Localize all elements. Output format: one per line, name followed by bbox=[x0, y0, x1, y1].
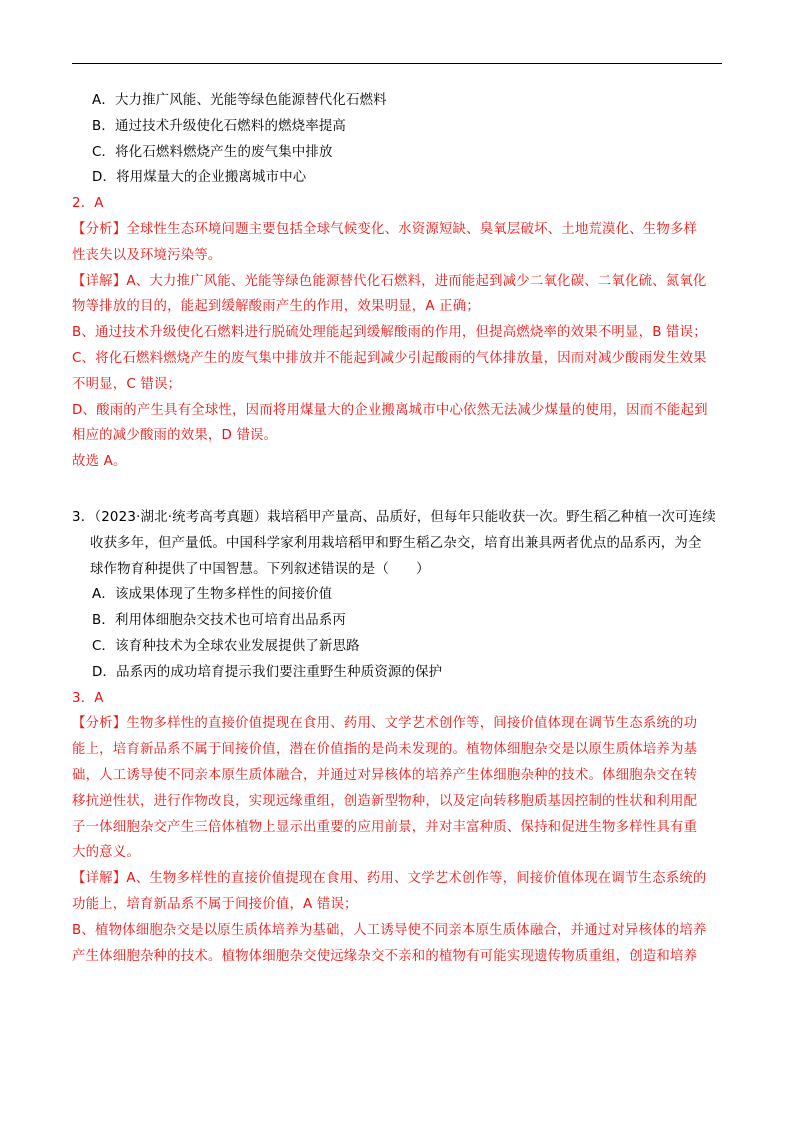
explanation-line: 大的意义。 bbox=[72, 845, 140, 861]
explanation-line: 【详解】A、生物多样性的直接价值提现在食用、药用、文学艺术创作等，间接价值体现在调节生态系统的 bbox=[72, 871, 707, 887]
option-b: B．通过技术升级使化石燃料的燃烧率提高 bbox=[92, 118, 347, 134]
q3-explanation bbox=[72, 711, 724, 969]
option-c: C．将化石燃料燃烧产生的废气集中排放 bbox=[92, 144, 333, 160]
question-stem-line: 3．（2023·湖北·统考高考真题）栽培稻甲产量高、品质好，但每年只能收获一次。野生稻乙种植一次可连续 bbox=[72, 509, 716, 525]
option-d: D．将用煤量大的企业搬离城市中心 bbox=[92, 170, 307, 186]
explanation-line: C、将化石燃料燃烧产生的废气集中排放并不能起到减少引起酸雨的气体排放量，因而对减少酸雨发生效果 bbox=[72, 350, 707, 366]
question-stem-line: 球作物育种提供了中国智慧。下列叙述错误的是（ ） bbox=[90, 561, 430, 577]
option-d: D．品系丙的成功培育提示我们要注重野生种质资源的保护 bbox=[92, 664, 443, 680]
explanation-line: 【分析】生物多样性的直接价值提现在食用、药用、文学艺术创作等，间接价值体现在调节生态系统的功 bbox=[72, 716, 698, 732]
explanation-line: 能上，培育新品系不属于间接价值，潜在价值指的是尚未发现的。植物体细胞杂交是以原生质体培养为基 bbox=[72, 742, 698, 758]
explanation-line: 相应的减少酸雨的效果，D 错误。 bbox=[72, 428, 278, 444]
explanation-line: D、酸雨的产生具有全球性，因而将用煤量大的企业搬离城市中心依然无法减少煤量的使用，因而不能起到 bbox=[72, 402, 708, 418]
explanation-line: 故选 A。 bbox=[72, 454, 127, 470]
explanation-line: 物等排放的目的，能起到缓解酸雨产生的作用，效果明显，A 正确； bbox=[72, 299, 480, 315]
option-c: C．该育种技术为全球农业发展提供了新思路 bbox=[92, 638, 360, 654]
explanation-line: 性丧失以及环境污染等。 bbox=[72, 247, 222, 263]
explanation-line: B、植物体细胞杂交是以原生质体培养为基础，人工诱导使不同亲本原生质体融合，并通过对异核体的培养 bbox=[72, 922, 707, 938]
q2-explanation bbox=[72, 217, 724, 475]
header-rule bbox=[72, 63, 722, 64]
spacer bbox=[72, 475, 724, 505]
explanation-line: B、通过技术升级使化石燃料进行脱硫处理能起到缓解酸雨的作用，但提高燃烧率的效果不明显，B 错误； bbox=[72, 325, 707, 341]
explanation-line: 不明显，C 错误； bbox=[72, 376, 182, 392]
question-stem-line: 收获多年，但产量低。中国科学家利用栽培稻甲和野生稻乙杂交，培育出兼具两者优点的品系丙，为全 bbox=[90, 535, 702, 551]
explanation-line: 子一体细胞杂交产生三倍体植物上显示出重要的应用前景，并对丰富种质、保持和促进生物多样性具有重 bbox=[72, 819, 698, 835]
explanation-line: 础，人工诱导使不同亲本原生质体融合，并通过对异核体的培养产生体细胞杂种的技术。体细胞杂交在转 bbox=[72, 767, 698, 783]
option-a: A．该成果体现了生物多样性的间接价值 bbox=[92, 587, 333, 603]
option-b: B．利用体细胞杂交技术也可培育出品系丙 bbox=[92, 613, 347, 629]
explanation-line: 移抗逆性状，进行作物改良，实现远缘重组，创造新型物种，以及定向转移胞质基因控制的性状和利用配 bbox=[72, 793, 698, 809]
document-body bbox=[72, 88, 724, 969]
explanation-line: 【分析】全球性生态环境问题主要包括全球气候变化、水资源短缺、臭氧层破坏、土地荒漠化、生物多样 bbox=[72, 221, 698, 237]
option-a: A．大力推广风能、光能等绿色能源替代化石燃料 bbox=[92, 93, 387, 108]
q2-answer: 2．A bbox=[72, 196, 104, 212]
explanation-line: 产生体细胞杂种的技术。植物体细胞杂交使远缘杂交不亲和的植物有可能实现遗传物质重组，创造和培养 bbox=[72, 948, 698, 964]
q3-options bbox=[72, 582, 724, 685]
q3-stem bbox=[72, 505, 724, 582]
explanation-line: 【详解】A、大力推广风能、光能等绿色能源替代化石燃料，进而能起到减少二氧化碳、二氧化硫、氮氧化 bbox=[72, 273, 707, 289]
q2-options bbox=[72, 88, 724, 191]
explanation-line: 功能上，培育新品系不属于间接价值，A 错误； bbox=[72, 896, 358, 912]
q3-answer: 3．A bbox=[72, 690, 104, 706]
